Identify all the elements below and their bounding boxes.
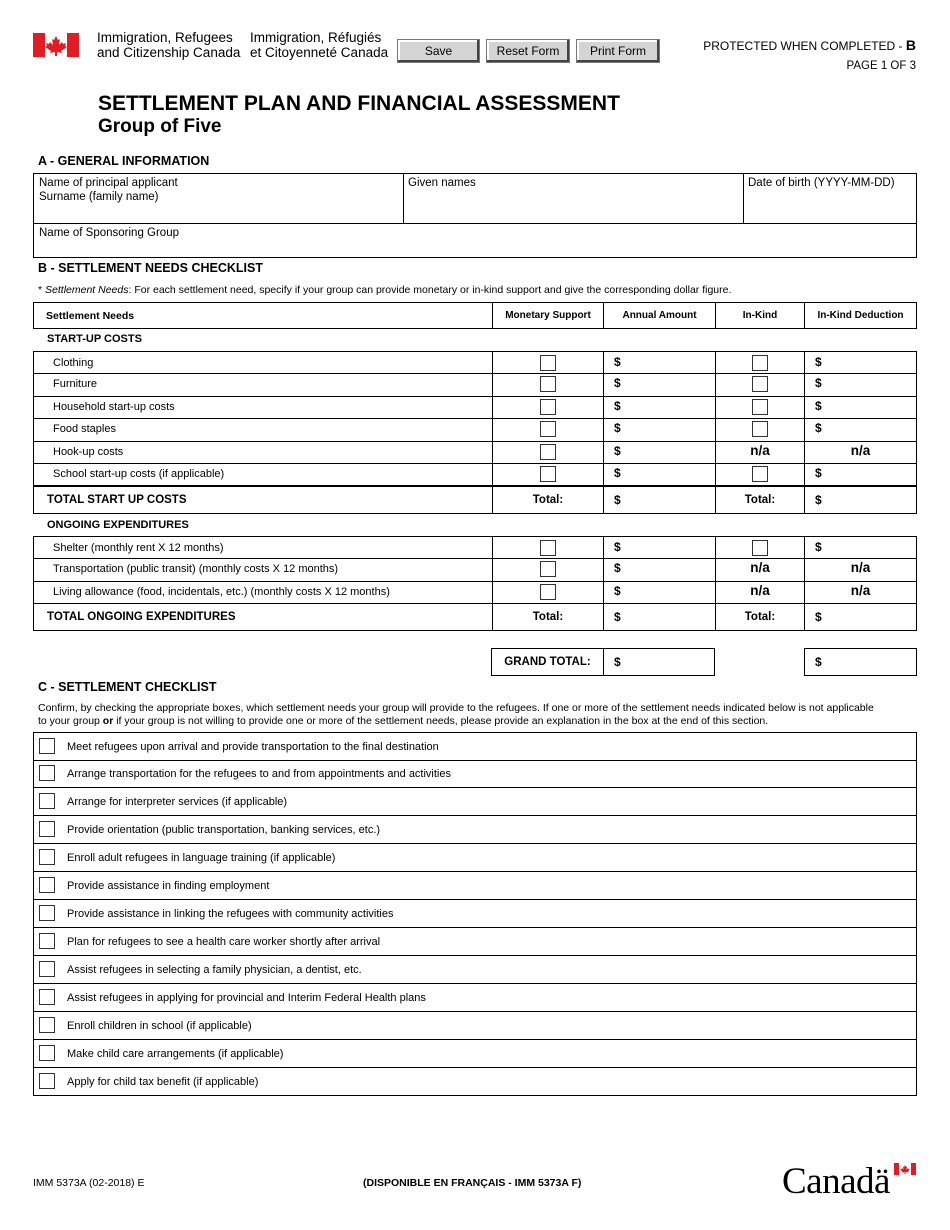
page-title: SETTLEMENT PLAN AND FINANCIAL ASSESSMENT <box>98 92 620 115</box>
in-kind-checkbox[interactable] <box>752 421 768 437</box>
given-names-field[interactable]: Given names <box>408 177 476 189</box>
section-a-heading: A - GENERAL INFORMATION <box>38 154 210 168</box>
ongoing-expenditures-heading: ONGOING EXPENDITURES <box>47 519 189 531</box>
checklist-checkbox[interactable] <box>39 1017 55 1033</box>
not-applicable: n/a <box>850 582 871 598</box>
start-up-cost-row <box>33 418 917 441</box>
checklist-item <box>33 732 917 761</box>
page-number: PAGE 1 OF 3 <box>846 60 916 72</box>
monetary-support-checkbox[interactable] <box>540 584 556 600</box>
column-header: In-Kind Deduction <box>817 310 904 321</box>
checklist-item-label: Make child care arrangements (if applicable) <box>67 1048 284 1060</box>
in-kind-checkbox[interactable] <box>752 376 768 392</box>
form-code: IMM 5373A (02-2018) E <box>33 1177 145 1189</box>
protected-notice: PROTECTED WHEN COMPLETED - B <box>703 37 916 53</box>
not-applicable: n/a <box>750 560 770 576</box>
monetary-support-checkbox[interactable] <box>540 540 556 556</box>
in-kind-deduction-field[interactable]: $ <box>804 463 916 485</box>
monetary-support-checkbox[interactable] <box>540 399 556 415</box>
checklist-checkbox[interactable] <box>39 1045 55 1061</box>
checklist-item <box>33 984 917 1012</box>
page-subtitle: Group of Five <box>98 116 222 137</box>
total-ongoing-row <box>33 603 917 631</box>
table-header-row <box>33 302 917 329</box>
grand-total-box <box>491 648 715 676</box>
total-ongoing-deduction[interactable]: $ <box>804 604 916 630</box>
in-kind-deduction-field[interactable]: $ <box>804 373 916 395</box>
checklist-checkbox[interactable] <box>39 1073 55 1089</box>
checklist-item <box>33 900 917 928</box>
monetary-support-checkbox[interactable] <box>540 444 556 460</box>
start-up-cost-row <box>33 351 917 374</box>
in-kind-checkbox[interactable] <box>752 466 768 482</box>
in-kind-checkbox[interactable] <box>752 540 768 556</box>
settlement-needs-note: * Settlement Needs: For each settlement need, specify if your group can provide monetary or in-kind support and give the corresponding dollar figure. <box>38 284 732 296</box>
annual-amount-field[interactable]: $ <box>603 396 715 418</box>
annual-amount-field[interactable]: $ <box>603 581 715 603</box>
checklist-checkbox[interactable] <box>39 738 55 754</box>
checklist-item-label: Provide assistance in linking the refugees with community activities <box>67 908 394 920</box>
not-applicable: n/a <box>850 560 871 576</box>
annual-amount-field[interactable]: $ <box>603 441 715 463</box>
settlement-need-label: School start-up costs (if applicable) <box>53 468 225 480</box>
checklist-item-label: Assist refugees in applying for provincial and Interim Federal Health plans <box>67 992 426 1004</box>
checklist-item <box>33 760 917 788</box>
checklist-item <box>33 844 917 872</box>
monetary-support-checkbox[interactable] <box>540 466 556 482</box>
settlement-need-label: Hook-up costs <box>53 445 124 458</box>
checklist-item-label: Enroll adult refugees in language training (if applicable) <box>67 852 336 864</box>
checklist-item-label: Arrange transportation for the refugees to and from appointments and activities <box>67 768 451 780</box>
settlement-need-label: Clothing <box>53 357 94 369</box>
wordmark-flag-icon <box>894 1163 916 1175</box>
column-header: In-Kind <box>742 310 778 321</box>
annual-amount-field[interactable]: $ <box>603 463 715 485</box>
settlement-checklist-intro: Confirm, by checking the appropriate boxes, which settlement needs your group will provide to the refugees. If one or more of the settlement needs indicated below is not applicable to your group or if your group is not willing to provide one or more of the settlement needs, please provide an explanation in the box at the end of this section. <box>38 702 874 727</box>
ongoing-expenditure-row <box>33 558 917 581</box>
checklist-item <box>33 872 917 900</box>
monetary-support-checkbox[interactable] <box>540 355 556 371</box>
checklist-checkbox[interactable] <box>39 793 55 809</box>
checklist-checkbox[interactable] <box>39 765 55 781</box>
column-header: Annual Amount <box>622 310 697 321</box>
checklist-checkbox[interactable] <box>39 821 55 837</box>
checklist-item <box>33 1012 917 1040</box>
checklist-item-label: Assist refugees in selecting a family physician, a dentist, etc. <box>67 964 362 976</box>
grand-total-amount[interactable]: $ <box>603 649 715 675</box>
checklist-checkbox[interactable] <box>39 989 55 1005</box>
sponsoring-group-field[interactable]: Name of Sponsoring Group <box>39 227 179 239</box>
annual-amount-field[interactable]: $ <box>603 558 715 580</box>
checklist-item-label: Meet refugees upon arrival and provide transportation to the final destination <box>67 741 439 753</box>
checklist-checkbox[interactable] <box>39 905 55 921</box>
total-start-up-deduction[interactable]: $ <box>804 487 916 513</box>
not-applicable: n/a <box>750 442 770 458</box>
in-kind-deduction-field[interactable]: $ <box>804 418 916 440</box>
not-applicable: n/a <box>750 582 770 598</box>
monetary-support-checkbox[interactable] <box>540 561 556 577</box>
settlement-need-label: Living allowance (food, incidentals, etc.) (monthly costs X 12 months) <box>53 585 390 598</box>
total-label: Total: <box>744 494 776 506</box>
department-name-english: Immigration, Refugees and Citizenship Canada <box>97 30 241 60</box>
in-kind-deduction-field[interactable]: $ <box>804 352 916 373</box>
principal-surname-field[interactable]: Name of principal applicant Surname (family name) <box>39 177 178 203</box>
checklist-checkbox[interactable] <box>39 933 55 949</box>
start-up-cost-row <box>33 463 917 486</box>
checklist-item <box>33 928 917 956</box>
total-ongoing-amount[interactable]: $ <box>603 604 715 630</box>
not-applicable: n/a <box>850 442 871 458</box>
french-availability-note: (DISPONIBLE EN FRANÇAIS - IMM 5373A F) <box>363 1177 582 1189</box>
settlement-need-label: Furniture <box>53 378 98 391</box>
print-form-button[interactable]: Print Form <box>576 39 660 63</box>
ongoing-expenditure-row <box>33 581 917 604</box>
total-start-up-amount[interactable]: $ <box>603 487 715 513</box>
checklist-item-label: Plan for refugees to see a health care worker shortly after arrival <box>67 936 381 948</box>
start-up-cost-row <box>33 373 917 396</box>
department-name-french: Immigration, Réfugiés et Citoyenneté Canada <box>250 30 389 60</box>
annual-amount-field[interactable]: $ <box>603 418 715 440</box>
section-b-heading: B - SETTLEMENT NEEDS CHECKLIST <box>38 261 264 275</box>
column-header: Monetary Support <box>505 310 591 321</box>
settlement-need-label: Household start-up costs <box>53 400 175 413</box>
start-up-cost-row <box>33 396 917 419</box>
checklist-item-label: Apply for child tax benefit (if applicable) <box>67 1076 259 1088</box>
settlement-need-label: Transportation (public transit) (monthly costs X 12 months) <box>53 563 339 576</box>
start-up-cost-row <box>33 441 917 464</box>
checklist-item-label: Arrange for interpreter services (if applicable) <box>67 796 288 808</box>
start-up-costs-heading: START-UP COSTS <box>47 333 142 345</box>
annual-amount-field[interactable]: $ <box>603 373 715 395</box>
monetary-support-checkbox[interactable] <box>540 376 556 392</box>
protected-level: B <box>905 37 916 53</box>
ongoing-expenditure-row <box>33 536 917 559</box>
settlement-need-label: Food staples <box>53 423 116 436</box>
canada-flag-icon <box>33 33 79 57</box>
in-kind-checkbox[interactable] <box>752 355 768 371</box>
general-information-box <box>33 173 917 258</box>
total-start-up-row <box>33 486 917 514</box>
date-of-birth-field[interactable]: Date of birth (YYYY-MM-DD) <box>748 177 895 189</box>
reset-form-button[interactable]: Reset Form <box>486 39 570 63</box>
checklist-item <box>33 1068 917 1096</box>
total-label: Total: <box>532 494 564 506</box>
column-header: Settlement Needs <box>46 310 135 322</box>
checklist-checkbox[interactable] <box>39 961 55 977</box>
in-kind-deduction-field[interactable]: $ <box>804 537 916 558</box>
checklist-item <box>33 956 917 984</box>
checklist-item <box>33 788 917 816</box>
canada-wordmark: Canadä <box>782 1161 890 1202</box>
annual-amount-field[interactable]: $ <box>603 537 715 558</box>
grand-total-label: GRAND TOTAL: <box>504 656 591 668</box>
in-kind-checkbox[interactable] <box>752 399 768 415</box>
checklist-checkbox[interactable] <box>39 849 55 865</box>
total-label: Total: <box>532 611 564 623</box>
annual-amount-field[interactable]: $ <box>603 352 715 373</box>
grand-total-deduction[interactable]: $ <box>804 648 917 676</box>
checklist-item-label: Provide assistance in finding employment <box>67 880 270 892</box>
section-c-heading: C - SETTLEMENT CHECKLIST <box>38 680 217 694</box>
checklist-item-label: Enroll children in school (if applicable) <box>67 1020 252 1032</box>
in-kind-deduction-field[interactable]: $ <box>804 396 916 418</box>
monetary-support-checkbox[interactable] <box>540 421 556 437</box>
checklist-item-label: Provide orientation (public transportation, banking services, etc.) <box>67 824 381 836</box>
checklist-checkbox[interactable] <box>39 877 55 893</box>
checklist-item <box>33 816 917 844</box>
checklist-item <box>33 1040 917 1068</box>
settlement-need-label: Shelter (monthly rent X 12 months) <box>53 542 224 554</box>
total-ongoing-label: TOTAL ONGOING EXPENDITURES <box>47 611 236 623</box>
save-button[interactable]: Save <box>397 39 480 63</box>
total-start-up-label: TOTAL START UP COSTS <box>47 494 187 506</box>
total-label: Total: <box>744 611 776 623</box>
